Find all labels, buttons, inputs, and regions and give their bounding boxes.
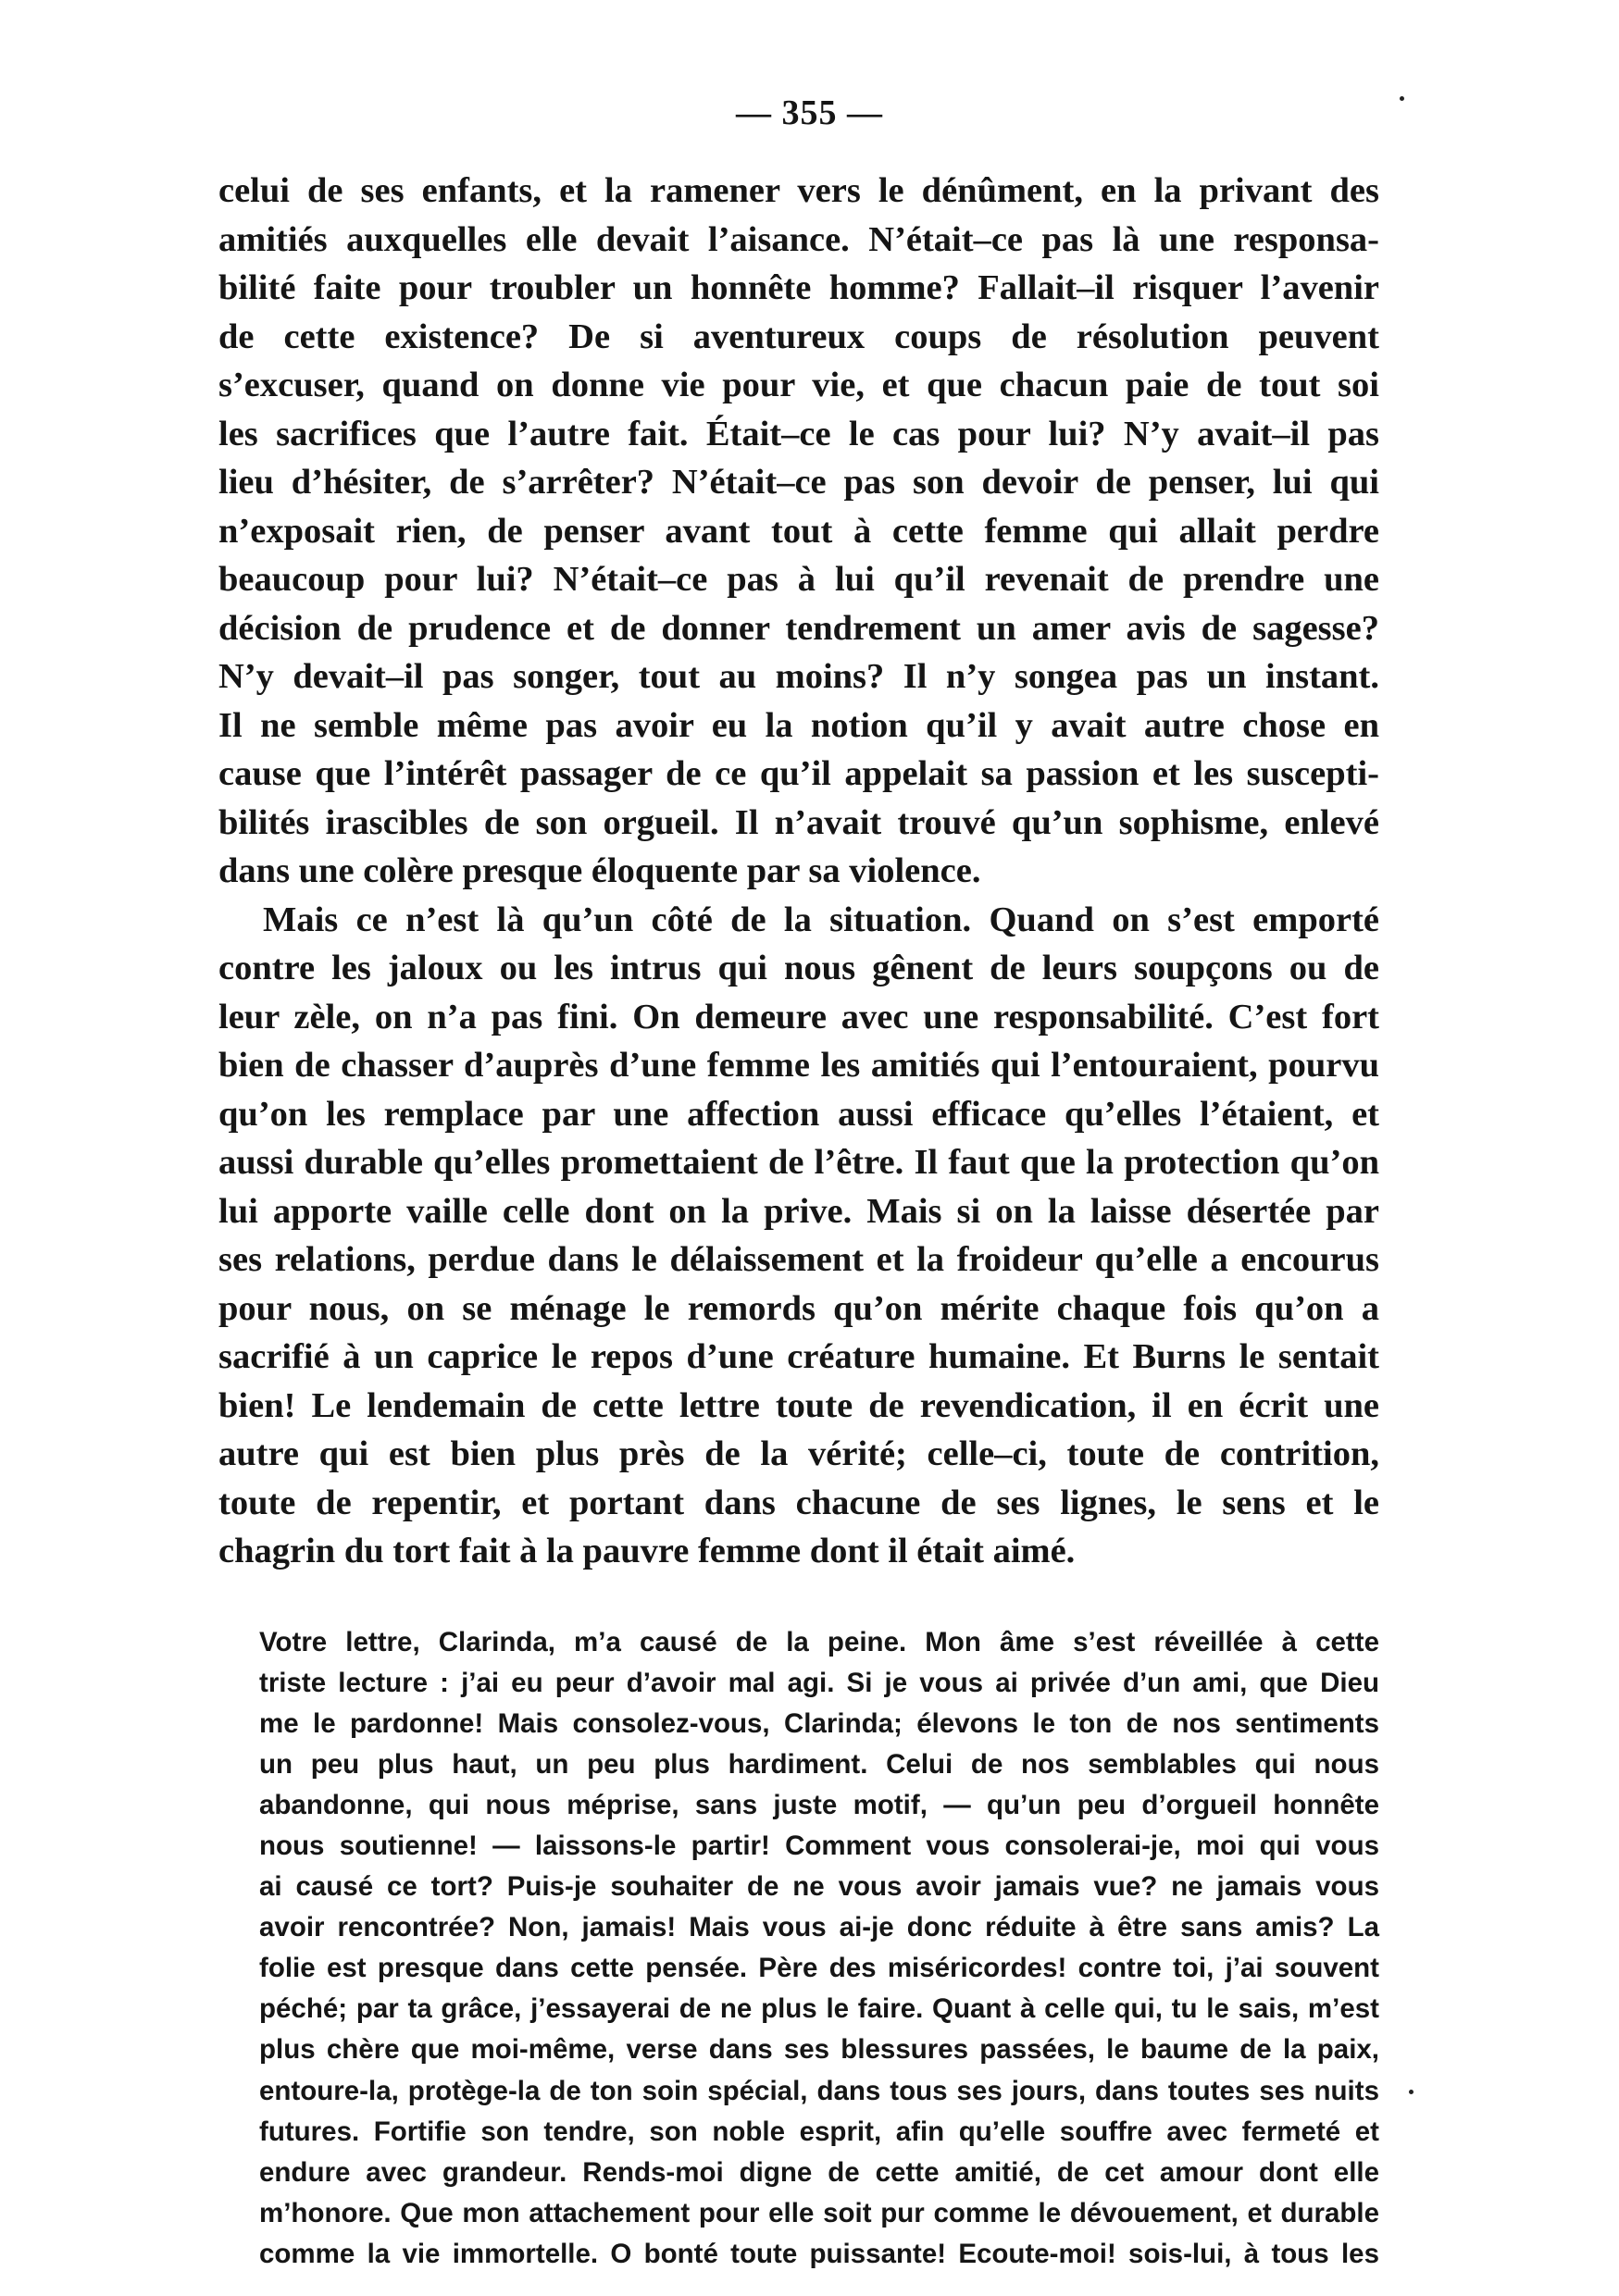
text-line: bilités irascibles de son orgueil. Il n’avait trouvé qu’un sophisme, enlevé [218, 802, 1379, 842]
letter-line: un peu plus haut, un peu plus hardiment. Celui de nos semblables qui nous [259, 1748, 1379, 1780]
letter-line: endure avec grandeur. Rends-moi digne de cette amitié, de cet amour dont elle [259, 2156, 1379, 2188]
paragraph-1 [218, 167, 1379, 896]
letter-line: triste lecture : j’ai eu peur d’avoir mal agi. Si je vous ai privée d’un ami, que Dieu [259, 1667, 1379, 1698]
letter-line: avoir rencontrée? Non, jamais! Mais vous ai-je donc réduite à être sans amis? La [259, 1912, 1379, 1943]
text-line: qu’on les remplace par une affection aussi efficace qu’elles l’étaient, et [218, 1094, 1379, 1134]
main-text [218, 167, 1379, 1576]
text-line: celui de ses enfants, et la ramener vers le dénûment, en la privant des [218, 171, 1379, 210]
text-line: lui apporte vaille celle dont on la prive. Mais si on la laisse désertée par [218, 1191, 1379, 1231]
print-speck [1409, 2090, 1414, 2094]
letter-line: abandonne, qui nous méprise, sans juste motif, — qu’un peu d’orgueil honnête [259, 1789, 1379, 1820]
page-body [218, 167, 1379, 2275]
text-line: ses relations, perdue dans le délaissement et la froideur qu’elle a encourus [218, 1240, 1379, 1279]
text-line: beaucoup pour lui? N’était–ce pas à lui qu’il revenait de prendre une [218, 560, 1379, 599]
letter-line: plus chère que moi-même, verse dans ses blessures passées, le baume de la paix, [259, 2034, 1379, 2066]
text-line: de cette existence? De si aventureux coups de résolution peuvent [218, 316, 1379, 356]
letter-line: futures. Fortifie son tendre, son noble esprit, afin qu’elle souffre avec fermeté et [259, 2116, 1379, 2147]
letter-line: folie est presque dans cette pensée. Père des miséricordes! contre toi, j’ai souvent [259, 1953, 1379, 1984]
letter-line: comme la vie immortelle. O bonté toute puissante! Ecoute-moi! sois-lui, à tous les [259, 2238, 1379, 2269]
print-speck [1400, 96, 1404, 101]
letter-excerpt [218, 1622, 1379, 2276]
letter-line: péché; par ta grâce, j’essayerai de ne plus le faire. Quant à celle qui, tu le sais, m’est [259, 1993, 1379, 2025]
letter-line: nous soutienne! — laissons-le partir! Comment vous consolerai-je, moi qui vous [259, 1830, 1379, 1861]
text-line: bilité faite pour troubler un honnête homme? Fallait–il risquer l’avenir [218, 268, 1379, 307]
letter-line: Votre lettre, Clarinda, m’a causé de la peine. Mon âme s’est réveillée à cette [259, 1626, 1379, 1657]
text-line: contre les jaloux ou les intrus qui nous gênent de leurs soupçons ou de [218, 949, 1379, 987]
paragraph-2 [218, 896, 1379, 1576]
text-line: Il ne semble même pas avoir eu la notion qu’il y avait autre chose en [218, 705, 1379, 745]
letter-line: ai causé ce tort? Puis-je souhaiter de ne vous avoir jamais vue? ne jamais vous [259, 1871, 1379, 1903]
text-line: leur zèle, on n’a pas fini. On demeure avec une responsabilité. C’est fort [218, 997, 1379, 1036]
text-line: n’exposait rien, de penser avant tout à cette femme qui allait perdre [218, 511, 1379, 551]
text-line: les sacrifices que l’autre fait. Était–ce le cas pour lui? N’y avait–il pas [218, 414, 1379, 453]
text-line: toute de repentir, et portant dans chacune de ses lignes, le sens et le [218, 1483, 1379, 1522]
text-line: bien de chasser d’auprès d’une femme les amitiés qui l’entouraient, pourvu [218, 1046, 1379, 1085]
letter-line: m’honore. Que mon attachement pour elle soit pur comme le dévouement, et durable [259, 2197, 1379, 2228]
text-line: pour nous, on se ménage le remords qu’on mérite chaque fois qu’on a [218, 1288, 1379, 1328]
letter-line: entoure-la, protège-la de ton soin spécial, dans tous ses jours, dans toutes ses nuits [259, 2075, 1379, 2106]
text-line: bien! Le lendemain de cette lettre toute de revendication, il en écrit une [218, 1385, 1379, 1425]
text-line: autre qui est bien plus près de la vérité; celle–ci, toute de contrition, [218, 1434, 1379, 1473]
letter-line: me le pardonne! Mais consolez-vous, Clarinda; élevons le ton de nos sentiments [259, 1707, 1379, 1739]
text-line: décision de prudence et de donner tendrement un amer avis de sagesse? [218, 608, 1379, 648]
text-line: s’excuser, quand on donne vie pour vie, et que chacun paie de tout soi [218, 366, 1379, 404]
page-number: — 355 — [736, 93, 883, 132]
text-line: amitiés auxquelles elle devait l’aisance. N’était–ce pas là une responsa- [218, 219, 1379, 259]
text-line: lieu d’hésiter, de s’arrêter? N’était–ce pas son devoir de penser, lui qui [218, 463, 1379, 502]
text-line: Mais ce n’est là qu’un côté de la situation. Quand on s’est emporté [263, 900, 1379, 939]
text-line: chagrin du tort fait à la pauvre femme dont il était aimé. [218, 1532, 1076, 1570]
text-line: aussi durable qu’elles promettaient de l’être. Il faut que la protection qu’on [218, 1143, 1379, 1182]
text-line: cause que l’intérêt passager de ce qu’il appelait sa passion et les suscepti- [218, 754, 1379, 793]
text-line: N’y devait–il pas songer, tout au moins? Il n’y songea pas un instant. [218, 657, 1379, 696]
text-line: sacrifié à un caprice le repos d’une créature humaine. Et Burns le sentait [218, 1337, 1379, 1376]
text-line: dans une colère presque éloquente par sa violence. [218, 851, 981, 890]
